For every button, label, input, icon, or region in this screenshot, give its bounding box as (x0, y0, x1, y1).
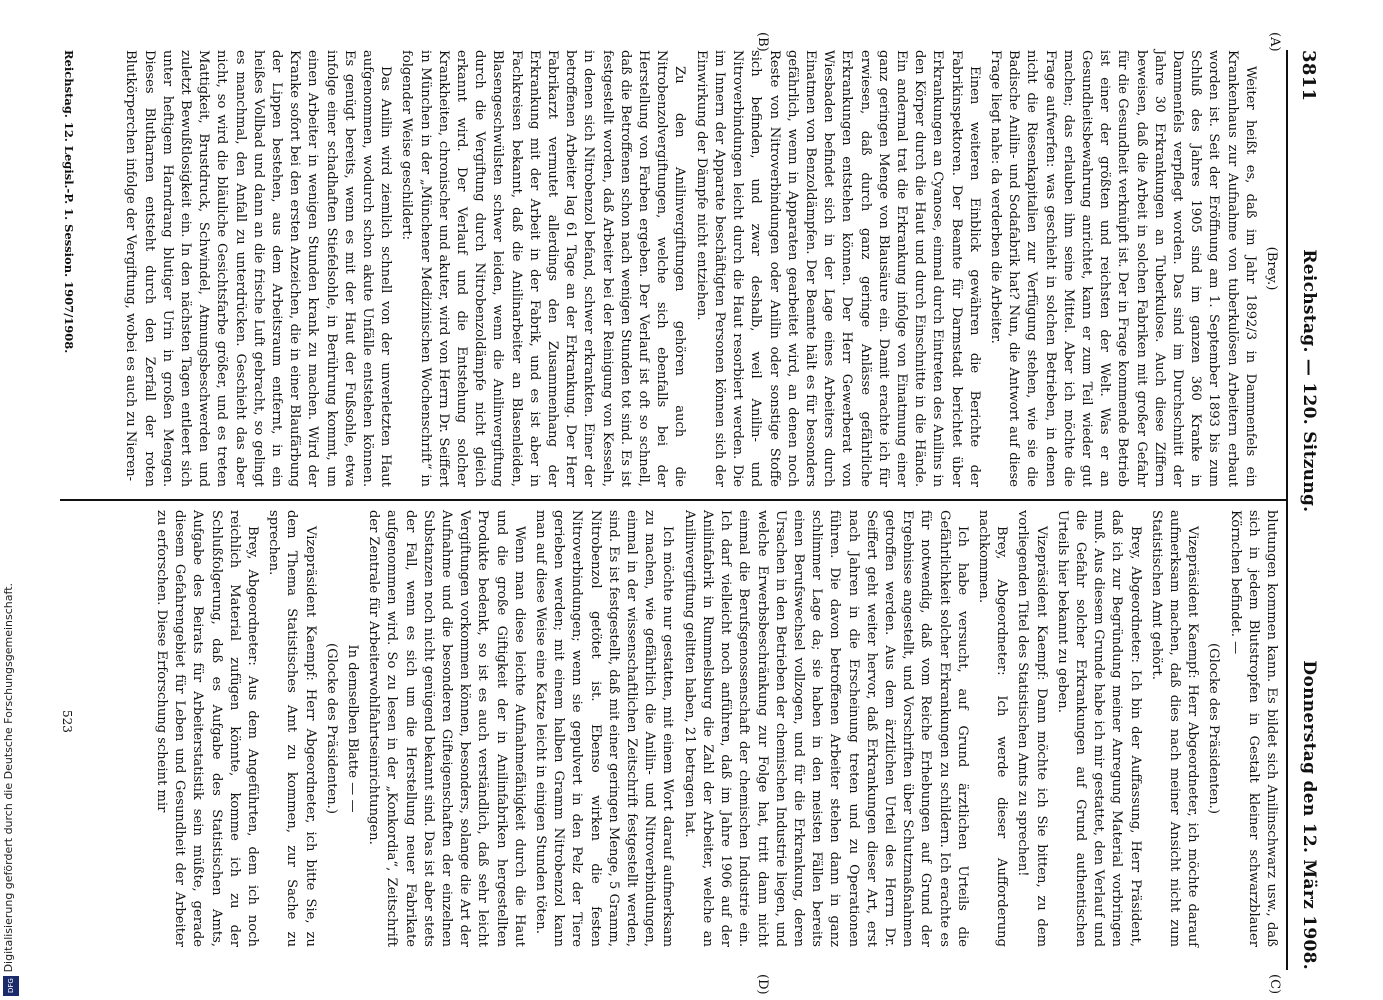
left-column (60, 50, 1280, 495)
paragraph: Das Anilin wird ziemlich schnell von der unverletzten Haut aufgenommen, wodurch schon akute Unfälle entstehen können. Es genügt bereits, wenn es mit der Haut der Fußsohle, etwa infolge einer schadhaften Stiefelsohle, in Berührung kommt, um einen Arbeiter in wenigen Stunden krank zu machen. Wird der Kranke sofort bei den ersten Anzeichen, die in einer Blaufärbung der Lippen bestehen, aus dem Arbeitsraum entfernt, in ein heißes Vollbad und dann an die frische Luft gebracht, so gelingt es manchmal, den Anfall zu unterdrücken. Geschieht das aber nicht, so wird die bläuliche Gesichtsfarbe größer, und es treten Mattigkeit, Brustdruck, Schwindel, Atmungsbeschwerden und zuletzt Bewußtlosigkeit ein. In den nächsten Tagen entleert sich unter heftigem Harndrang blutiger Urin in großen Mengen. Dieses Blutharnen entsteht durch den Zerfall der roten Blutkörperchen infolge der Vergiftung, wobei es auch zu Nieren- (123, 50, 394, 487)
paragraph: Brey, Abgeordneter: Aus dem Angeführten, dem ich noch reichlich Material zufügen könnte, komme ich zu der Schlußfolgerung, daß es Aufgabe des Statistischen Amts, Aufgabe des Beirats für Arbeiterstatistik sein müßte, gerade diesem Gefahrengebiet für Leben und Gesundheit der Arbeiter zu erforschen. Diese Erforschung scheint mir (154, 510, 261, 947)
paragraph: Ich habe versucht, auf Grund ärztlichen Urteils die Gefährlichkeit solcher Erkrankungen zu schildern. Ich erachte es für notwendig, daß vom Reiche Erhebungen auf Grund der Ergebnisse angestellt, und Vorschriften über Schutzmaßnahmen getroffen werden. Aus dem ärztlichen Urteil des Herrn Dr. Seiffert geht weiter hervor, daß Erkrankungen dieser Art, erst nach Jahren in die Erscheinung treten und zu Operationen führen. Die davon betroffenen Arbeiter stehen dann in ganz schlimmer Lage da; sie haben in den meisten Fällen bereits einen Berufswechsel vollzogen, und für die Erkrankung, deren Ursachen in den Betrieben der chemischen Industrie liegen, und welche Erwerbsbeschränkung zur Folge hat, tritt dann nicht einmal die Berufsgenossenschaft der chemischen Industrie ein. Ich darf vielleicht noch anführen, daß im Jahre 1906 auf der Anilinfabrik in Rummelsburg die Zahl der Arbeiter, welche an Anilinvergiftung gelitten haben, 21 betragen hat. (681, 510, 970, 947)
paragraph: Vizepräsident Kaempf: Herr Abgeordneter, ich bitte Sie, zu dem Thema Statistisches Amt zu kommen, zur Sache zu sprechen. (266, 510, 318, 947)
column-divider (60, 499, 1288, 501)
document-page-viewport (60, 32, 1330, 995)
paragraph: Weiter heißt es, daß im Jahr 1892/3 in Dammenfels ein Krankenhaus zur Aufnahme von tuberkulösen Arbeitern erbaut worden ist. Seit der Eröffnung am 1. September 1893 bis zum Schluß des Jahres 1905 sind im ganzen 360 Kranke in Dammenfels verpflegt worden. Das sind im Durchschnitt der Jahre 30 Erkrankungen an Tuberkulose. Auch diese Ziffern beweisen, daß die Arbeit in solchen Fabriken mit großer Gefahr für die Gesundheit verknüpft ist. Der in Frage kommende Betrieb ist einer der größten und reichsten der Welt. Was er an Gesundheitsbewahrung anrichtet, kann er zum Teil wieder gut machen; das erlauben ihm seine Mittel. Aber ich möchte die Frage aufwerfen: was geschieht in solchen Betrieben, in denen nicht die Riesenkapitalien zur Verfügung stehen, wie sie die Badische Anilin- und Sodafabrik hat? Nun, die Antwort auf diese Frage liegt nahe: da verderben die Arbeiter. (987, 50, 1258, 487)
stage-direction: (Glocke des Präsidenten.) (1206, 643, 1222, 814)
right-column (60, 510, 1280, 947)
paragraph: Brey, Abgeordneter: Ich werde dieser Aufforderung nachkommen. (975, 510, 1010, 947)
paragraph: Zu den Anilinvergiftungen gehören auch die Nitrobenzolvergiftungen, welche sich ebenfalls bei der Herstellung von Farben ergeben. Der Verlauf ist oft so schnell, daß die Betroffenen schon nach wenigen Stunden tot sind. Es ist festgestellt worden, daß Arbeiter bei der Reinigung von Kesseln, in denen sich Nitrobenzol befand, schwer erkrankten. Einer der betroffenen Arbeiter lag 61 Tage an der Erkrankung. Der Herr Fabrikarzt vermutet allerdings den Zusammenhang der Erkrankung mit der Arbeit in der Fabrik, und es ist aber in Fachkreisen bekannt, daß die Anilinarbeiter an Blasenleiden, Blasengeschwülsten schwer leiden, wenn die Anilinvergiftung durch die Vergiftung durch Nitrobenzoldämpfe nicht gleich erkannt wird. Der Verlauf und die Entstehung solcher Krankheiten, chronischer und akuter, wird von Herrn Dr. Seiffert in München in der „Münchener Medizinischen Wochenschrift“ in folgender Weise geschildert: (399, 50, 688, 487)
stage-direction: (Glocke des Präsidenten.) (323, 643, 339, 814)
page-footer: Reichstag. 12. Legisl.-P. 1. Session. 1907/1908. (62, 50, 76, 354)
paragraph: Einen weiteren Einblick gewähren die Berichte der Fabrikinspektoren. Der Beamte für Darmstadt berichtet über Erkrankungen an Cyanose, einmal durch Eintreten des Anilins in den Körper durch die Haut und durch Einschnitte in die Hände. Ein andermal trat die Erkrankung infolge von Einatmung einer ganz geringen Menge von Blausäure ein. Damit erachte ich für erwiesen, daß durch ganz geringe Anlässe gefährliche Erkrankungen entstehen können. Der Herr Gewerberat von Wiesbaden befindet sich in der Lage eines Arbeiters durch Einatmen von Benzoldämpfen. Der Beamte hält es für besonders gefährlich, wenn in Apparaten gearbeitet wird, an denen noch Reste von Nitroverbindungen oder Anilin oder sonstige Stoffe sich befinden, und zwar deshalb, weil Anilin- und Nitroverbindungen leicht durch die Haut resorbiert werden. Die im Innern der Apparate beschäftigten Personen können sich der Einwirkung der Dämpfe nicht entziehen. (693, 50, 982, 487)
interruption: In demselben Blatte — — (345, 644, 361, 813)
margin-marker-a: (A) (1267, 32, 1282, 52)
header-page-number: 3811 (1298, 50, 1320, 102)
page-bottom-number: 523 (60, 710, 74, 733)
paragraph: Vizepräsident Kaempf: Herr Abgeordneter, ich möchte darauf aufmerksam machen, daß dies nach meiner Ansicht nicht zum Statistischen Amt gehört. (1148, 510, 1201, 947)
speaker-tag: (Brey.) (1264, 246, 1279, 291)
paragraph: Ich möchte nur gestatten, mit einem Wort darauf aufmerksam zu machen, wie gefährlich die Anilin- und Nitroverbindungen, einmal in der wissenschaftlichen Zeitschrift festgestellt werden, sind. Es ist festgestellt, daß mit einer geringen Menge, 5 Gramm, Nitrobenzol getötet ist. Ebenso wirken die festen Nitroverbindungen; wenn sie gepulvert in den Pelz der Tiere gerieben werden; mit einem halben Gramm Nitrobenzol kann man auf diese Weise eine Katze leicht in einigen Stunden töten. (533, 510, 676, 947)
paragraph: Vizepräsident Kaempf: Dann möchte ich Sie bitten, zu dem vorliegenden Titel des Statistischen Amts zu sprechen! (1015, 510, 1049, 947)
header-date: Donnerstag den 12. März 1908. (1299, 660, 1319, 970)
page-header (1286, 50, 1330, 970)
paragraph: blutungen kommen kann. Es bildet sich Anilinschwarz usw., daß sich in jedem Blutstropfen in Gestalt kleiner schwarzblauer Körnchen befindet. — (1227, 510, 1279, 947)
digitization-credit-strip (0, 0, 22, 1000)
paragraph: Wenn man diese leichte Aufnahmefähigkeit durch die Haut und die große Giftigkeit der in Anilinfabriken hergestellten Produkte bedenkt, so ist es auch verständlich, daß sehr leicht Vergiftungen vorkommen können, besonders, solange die Art der Aufnahme und die besonderen Gifteigenschaften der einzelnen Substanzen noch nicht genügend bekannt sind. Das ist aber stets der Fall, wenn es sich um die Herstellung neuer Fabrikate aufgenommen wird. So zu lesen in der „Konkordia“, Zeitschrift der Zentrale für Arbeiterwohlfahrtseinrichtungen. (366, 510, 527, 947)
header-title: Reichstag. — 120. Sitzung. (1299, 249, 1319, 513)
margin-marker-b: (B) (755, 32, 770, 52)
paragraph: Brey, Abgeordneter: Ich bin der Auffassung, Herr Präsident, daß ich zur Begründung meiner Anregung Material vorbringen muß. Aus diesem Grunde habe ich mir gestattet, den Verlauf und die Gefahr solcher Erkrankungen auf Grund authentischen Urteils hier bekannt zu geben. (1054, 510, 1143, 947)
document-page (60, 32, 1330, 995)
dfg-logo-icon: DFG (3, 976, 19, 996)
digitization-credit: Digitalisierung gefördert durch die Deutsche Forschungsgemeinschaft. (2, 582, 15, 972)
margin-marker-d: (D) (755, 974, 770, 995)
margin-marker-c: (C) (1267, 974, 1282, 995)
